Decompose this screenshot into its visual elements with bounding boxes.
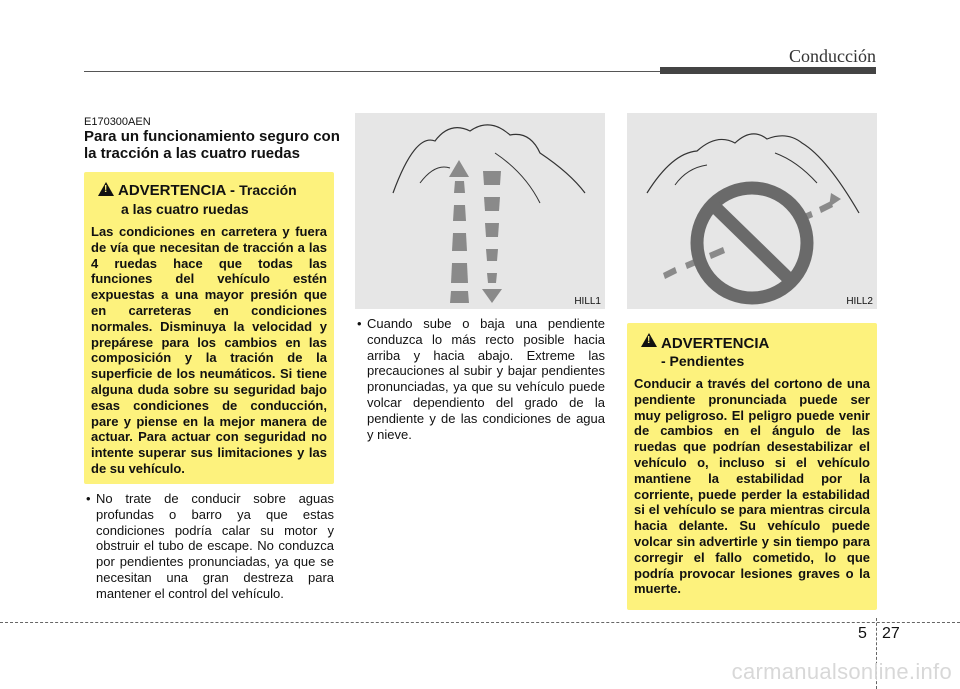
warning-triangle-icon bbox=[98, 182, 114, 196]
warning-box-4wd bbox=[84, 172, 334, 484]
figure-caption: HILL1 bbox=[574, 296, 601, 307]
hill-straight-path-illustration bbox=[355, 113, 605, 309]
page-number: 27 bbox=[882, 625, 900, 642]
watermark-text: carmanualsonline.info bbox=[731, 659, 952, 684]
warning-body: Las condiciones en carretera y fuera de vía que necesitan de tracción a las 4 ruedas hace que todas las funciones del vehículo estén expuestas a una mayor presión que en carreteras en condiciones normales. Disminuya la velocidad y prepárese para los cambios en las composición y la tración de la superficie de los neumáticos. Si tiene alguna duda sobre su seguridad bajo esas condiciones de conducción, pare y piense en la mejor manera de actuar. Para actuar con seguridad no intente superar sus limitaciones y las de su vehículo. bbox=[91, 224, 327, 476]
bullet-marker: • bbox=[86, 491, 91, 506]
bullet-marker: • bbox=[357, 316, 362, 331]
section-title: Conducción bbox=[789, 46, 876, 66]
warning-subtitle: - Pendientes bbox=[661, 353, 745, 369]
warning-body: Conducir a través del cortono de una pendiente pronunciada puede ser muy peligroso. El peligro puede venir de cambios en el ángulo de las ruedas que podrían desestabilizar el vehículo o, incluso si el vehículo mantiene la estabilidad por la corriente, puede perder la estabilidad si el vehículo se para mientras circula hacia delante. Su vehículo puede volcar sin advertirle y sin tiempo para corregir el fallo cometido, lo que podría provocar lesiones graves o la muerte. bbox=[634, 376, 870, 597]
chapter-number: 5 bbox=[858, 625, 867, 642]
section-heading: Para un funcionamiento seguro con la tracción a las cuatro ruedas bbox=[84, 128, 340, 162]
header-rule-thin bbox=[84, 71, 660, 72]
footer-rule bbox=[0, 622, 960, 623]
warning-title: ADVERTENCIA bbox=[661, 335, 770, 352]
figure-caption: HILL2 bbox=[846, 296, 873, 307]
warning-title: ADVERTENCIA - Tracción bbox=[118, 182, 297, 199]
warning-box-slopes bbox=[627, 323, 877, 610]
header-rule-thick bbox=[660, 67, 876, 74]
bullet-item-water: • No trate de conducir sobre aguas profundas o barro ya que estas condiciones podría calar su motor y obstruir el tubo de escape. No conduzca por pendientes pronunciadas, ya que se necesitan una gran destreza para mantener el control del vehículo. bbox=[86, 491, 334, 601]
illustration-hill2 bbox=[627, 113, 877, 309]
warning-subtitle: a las cuatro ruedas bbox=[121, 201, 249, 217]
warning-triangle-icon bbox=[641, 333, 657, 347]
section-code: E170300AEN bbox=[84, 116, 151, 128]
no-traverse-slope-illustration bbox=[627, 113, 877, 309]
bullet-item-slope: • Cuando sube o baja una pendiente conduzca lo más recto posible hacia arriba y hacia abajo. Extreme las precauciones al subir y bajar pendientes pronunciadas, ya que su vehículo puede volcar dependiento del grado de la pendiente y de las condiciones de agua y nieve. bbox=[357, 316, 605, 442]
illustration-hill1 bbox=[355, 113, 605, 309]
